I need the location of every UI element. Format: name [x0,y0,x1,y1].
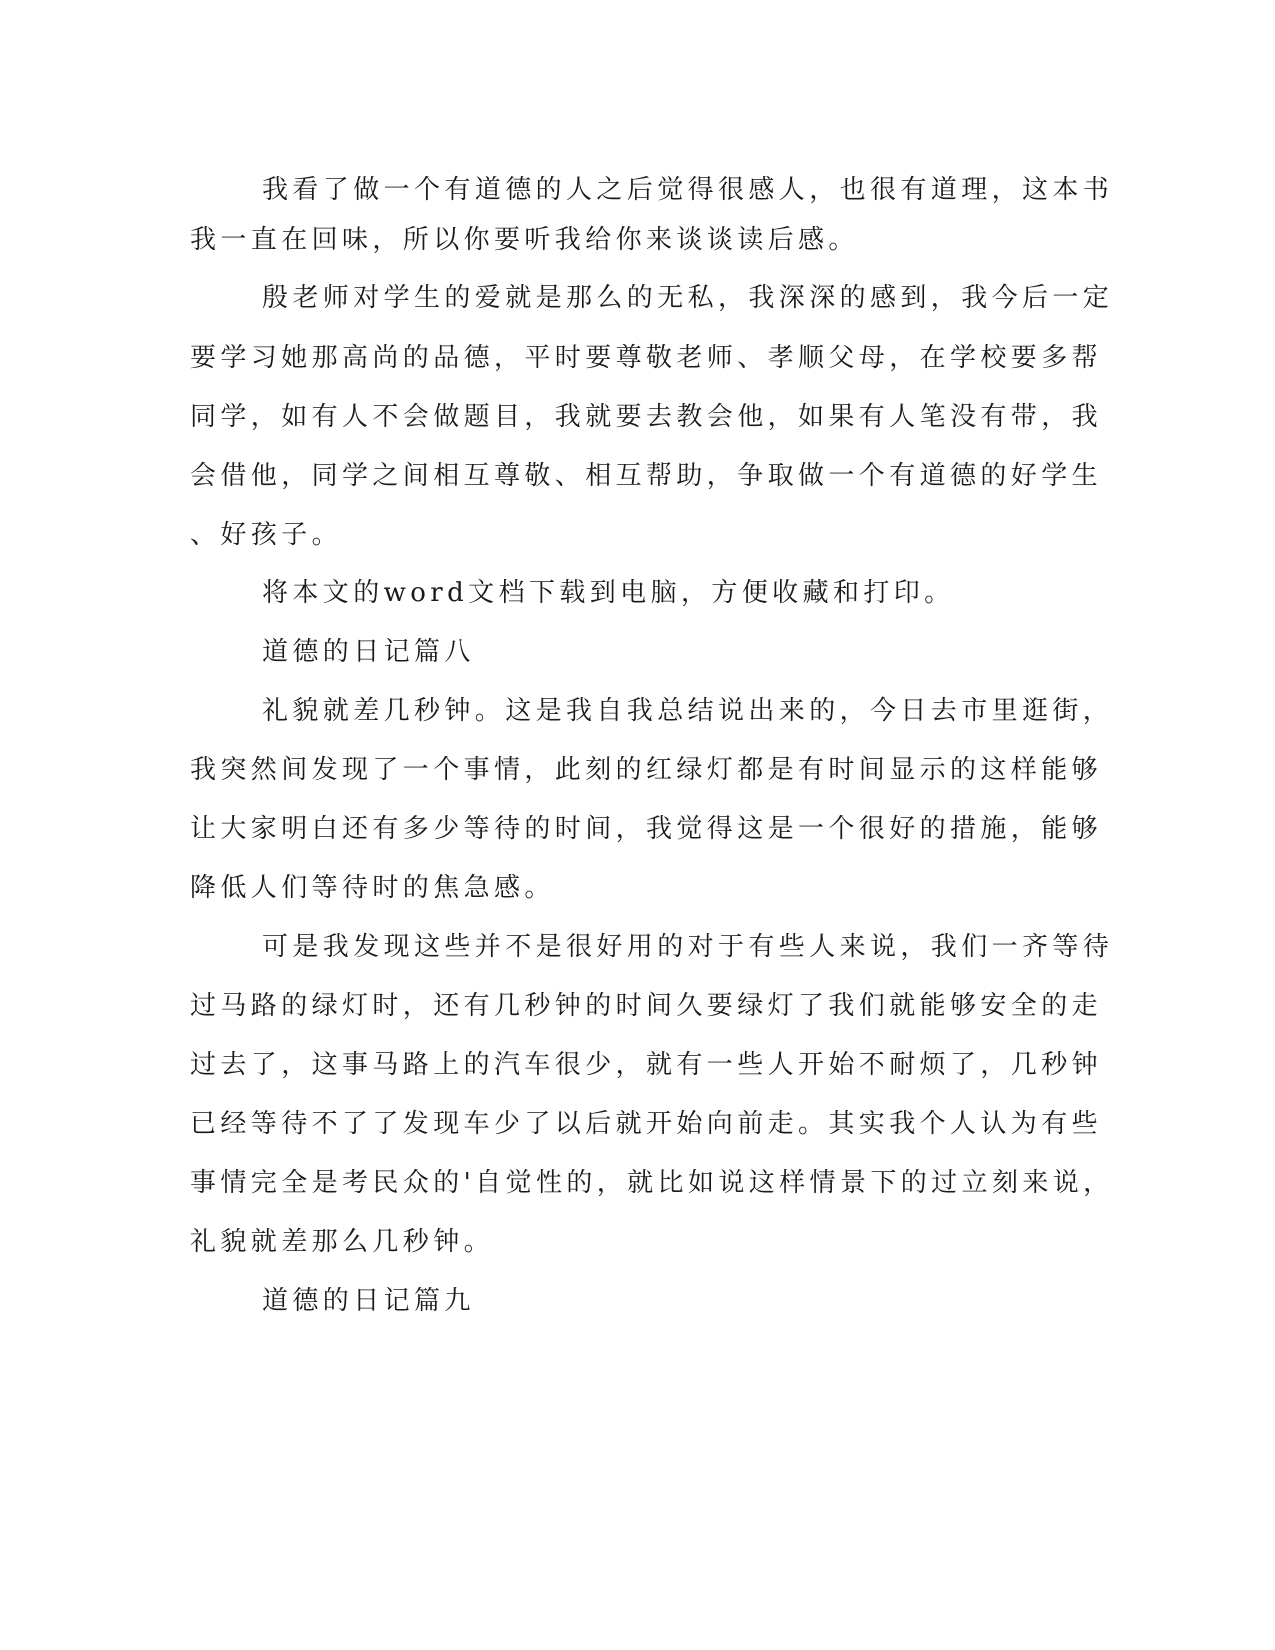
text-line [0,632,1275,672]
download-note: 将本文的word文档下载到电脑，方便收藏和打印。 [262,578,955,608]
text-line [0,1045,1275,1085]
text-line [0,278,1275,318]
paragraph-2-line-1: 殷老师对学生的爱就是那么的无私，我深深的感到，我今后一定 [262,283,1114,313]
paragraph-1-line-2: 我一直在回味，所以你要听我给你来谈谈读后感。 [190,225,859,255]
text-line [0,456,1275,496]
paragraph-4-line-4: 已经等待不了了发现车少了以后就开始向前走。其实我个人认为有些 [190,1109,1103,1139]
paragraph-3-line-1: 礼貌就差几秒钟。这是我自我总结说出来的，今日去市里逛街， [262,696,1114,726]
paragraph-2-line-3: 同学，如有人不会做题目，我就要去教会他，如果有人笔没有带，我 [190,402,1103,432]
text-line [0,1281,1275,1321]
paragraph-1-line-1: 我看了做一个有道德的人之后觉得很感人，也很有道理，这本书 [262,175,1114,205]
text-line [0,1163,1275,1203]
paragraph-4-line-5: 事情完全是考民众的'自觉性的，就比如说这样情景下的过立刻来说， [190,1168,1114,1198]
text-line [0,170,1275,210]
text-line [0,397,1275,437]
text-line [0,573,1275,613]
text-line [0,750,1275,790]
paragraph-2-line-2: 要学习她那高尚的品德，平时要尊敬老师、孝顺父母，在学校要多帮 [190,343,1103,373]
paragraph-3-line-3: 让大家明白还有多少等待的时间，我觉得这是一个很好的措施，能够 [190,814,1103,844]
text-line [0,927,1275,967]
paragraph-3-line-2: 我突然间发现了一个事情，此刻的红绿灯都是有时间显示的这样能够 [190,755,1103,785]
section-heading-8: 道德的日记篇八 [262,637,475,667]
paragraph-2-line-5: 、好孩子。 [190,520,343,550]
text-line [0,1104,1275,1144]
text-line [0,809,1275,849]
section-heading-9: 道德的日记篇九 [262,1286,475,1316]
text-line [0,691,1275,731]
text-line [0,220,1275,260]
text-line [0,1222,1275,1262]
paragraph-3-line-4: 降低人们等待时的焦急感。 [190,873,555,903]
paragraph-4-line-6: 礼貌就差那么几秒钟。 [190,1227,495,1257]
paragraph-2-line-4: 会借他，同学之间相互尊敬、相互帮助，争取做一个有道德的好学生 [190,461,1103,491]
text-line [0,515,1275,555]
paragraph-4-line-3: 过去了，这事马路上的汽车很少，就有一些人开始不耐烦了，几秒钟 [190,1050,1103,1080]
text-line [0,338,1275,378]
paragraph-4-line-1: 可是我发现这些并不是很好用的对于有些人来说，我们一齐等待 [262,932,1114,962]
paragraph-4-line-2: 过马路的绿灯时，还有几秒钟的时间久要绿灯了我们就能够安全的走 [190,991,1103,1021]
text-line [0,868,1275,908]
text-line [0,986,1275,1026]
